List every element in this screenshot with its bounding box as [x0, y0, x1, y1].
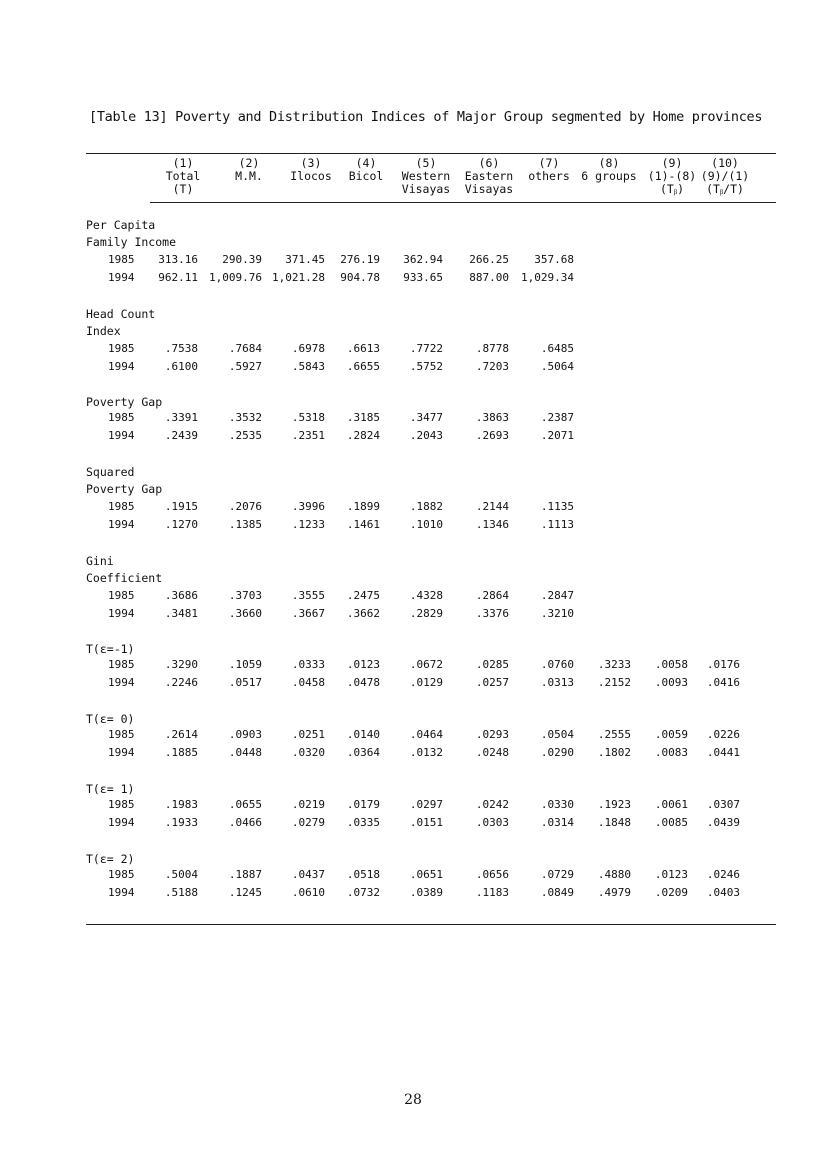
table-cell: .1385 [228, 518, 262, 531]
table-cell: .7538 [164, 342, 198, 355]
table-cell: .1933 [164, 816, 198, 829]
table-cell: .3667 [291, 607, 325, 620]
table-cell: .0248 [475, 746, 509, 759]
page-number: 28 [404, 1092, 422, 1108]
table-cell: .2693 [475, 429, 509, 442]
table-cell: .0085 [654, 816, 688, 829]
table-cell: .2387 [540, 411, 574, 424]
table-cell: .0610 [291, 886, 325, 899]
row-year: 1994 [108, 676, 135, 689]
row-year: 1994 [108, 746, 135, 759]
row-year: 1994 [108, 886, 135, 899]
table-cell: .3290 [164, 658, 198, 671]
table-cell: .3660 [228, 607, 262, 620]
table-cell: .6100 [164, 360, 198, 373]
table-cell: .0151 [409, 816, 443, 829]
column-header-line: Total [165, 169, 201, 183]
table-cell: .7203 [475, 360, 509, 373]
row-year: 1994 [108, 518, 135, 531]
table-cell: .0478 [346, 676, 380, 689]
table-cell: .2824 [346, 429, 380, 442]
table-cell: .0058 [654, 658, 688, 671]
table-cell: .0651 [409, 868, 443, 881]
table-cell: .0129 [409, 676, 443, 689]
table-cell: .2076 [228, 500, 262, 513]
table-cell: 1,009.76 [209, 271, 262, 284]
table-cell: .3996 [291, 500, 325, 513]
table-cell: .0729 [540, 868, 574, 881]
table-cell: .0279 [291, 816, 325, 829]
column-header-line: (T) [172, 182, 194, 196]
table-cell: .0179 [346, 798, 380, 811]
table-cell: .0290 [540, 746, 574, 759]
column-header-line: (10) [711, 156, 739, 170]
table-cell: 933.65 [403, 271, 443, 284]
bottom-rule [86, 924, 776, 925]
table-cell: .0656 [475, 868, 509, 881]
row-year: 1994 [108, 429, 135, 442]
table-cell: .1010 [409, 518, 443, 531]
row-year: 1994 [108, 816, 135, 829]
column-header-line: Ilocos [290, 169, 332, 183]
table-cell: .3662 [346, 607, 380, 620]
table-cell: .0176 [706, 658, 740, 671]
table-cell: .3481 [164, 607, 198, 620]
row-year: 1985 [108, 342, 135, 355]
table-cell: .3376 [475, 607, 509, 620]
table-cell: .0140 [346, 728, 380, 741]
table-cell: .1183 [475, 886, 509, 899]
table-cell: .0849 [540, 886, 574, 899]
table-cell: 276.19 [340, 253, 380, 266]
table-cell: .3210 [540, 607, 574, 620]
row-year: 1985 [108, 658, 135, 671]
table-cell: .1923 [597, 798, 631, 811]
table-cell: .2864 [475, 589, 509, 602]
section-label: T(ε= 1) [86, 782, 135, 796]
column-header-line: Western [401, 169, 451, 183]
column-header-line: (Tᵦ/T) [706, 182, 744, 196]
section-label: Coefficient [86, 571, 163, 585]
table-cell: .0246 [706, 868, 740, 881]
row-year: 1994 [108, 607, 135, 620]
column-header-line: Visayas [464, 182, 514, 196]
column-header-line: (2) [238, 156, 260, 170]
table-cell: .2144 [475, 500, 509, 513]
top-rule [86, 153, 776, 154]
table-cell: .0403 [706, 886, 740, 899]
table-cell: .2071 [540, 429, 574, 442]
table-cell: .3391 [164, 411, 198, 424]
table-cell: .2043 [409, 429, 443, 442]
table-cell: .3863 [475, 411, 509, 424]
table-cell: .0061 [654, 798, 688, 811]
table-cell: .0330 [540, 798, 574, 811]
table-cell: .0732 [346, 886, 380, 899]
table-cell: .1270 [164, 518, 198, 531]
table-cell: .1882 [409, 500, 443, 513]
column-header-line: (7) [538, 156, 560, 170]
table-cell: .1233 [291, 518, 325, 531]
header-rule-right [348, 202, 776, 203]
table-cell: .5752 [409, 360, 443, 373]
section-label: Gini [86, 554, 114, 568]
table-cell: .0297 [409, 798, 443, 811]
column-header-line: M.M. [235, 169, 263, 183]
table-cell: .0242 [475, 798, 509, 811]
table-cell: .1245 [228, 886, 262, 899]
table-cell: 266.25 [469, 253, 509, 266]
table-cell: 887.00 [469, 271, 509, 284]
table-cell: .5318 [291, 411, 325, 424]
table-cell: .0458 [291, 676, 325, 689]
table-cell: .0464 [409, 728, 443, 741]
table-cell: .0059 [654, 728, 688, 741]
header-rule-left [150, 202, 348, 203]
table-cell: .0760 [540, 658, 574, 671]
column-header-line: (1) [172, 156, 194, 170]
column-header [685, 157, 765, 196]
table-cell: .5843 [291, 360, 325, 373]
section-label: T(ε=-1) [86, 642, 135, 656]
table-cell: .0439 [706, 816, 740, 829]
column-header-line: (9)/(1) [700, 169, 750, 183]
table-cell: .0416 [706, 676, 740, 689]
column-header-line: (8) [598, 156, 620, 170]
table-cell: .5064 [540, 360, 574, 373]
table-cell: .0672 [409, 658, 443, 671]
table-cell: .4880 [597, 868, 631, 881]
table-cell: .5188 [164, 886, 198, 899]
table-cell: .2246 [164, 676, 198, 689]
section-label: Poverty Gap [86, 482, 163, 496]
table-cell: .3532 [228, 411, 262, 424]
table-cell: .8778 [475, 342, 509, 355]
table-cell: .0219 [291, 798, 325, 811]
section-label: Head Count [86, 307, 156, 321]
table-cell: 290.39 [222, 253, 262, 266]
row-year: 1985 [108, 589, 135, 602]
table-cell: .0093 [654, 676, 688, 689]
table-cell: .0389 [409, 886, 443, 899]
section-label: Poverty Gap [86, 395, 163, 409]
table-cell: .0083 [654, 746, 688, 759]
column-header-line: Bicol [348, 169, 384, 183]
table-cell: .3555 [291, 589, 325, 602]
table-cell: .4328 [409, 589, 443, 602]
section-label: Family Income [86, 235, 177, 249]
table-cell: .6655 [346, 360, 380, 373]
table-cell: .0518 [346, 868, 380, 881]
table-cell: 1,029.34 [521, 271, 574, 284]
table-cell: .0437 [291, 868, 325, 881]
table-cell: .0226 [706, 728, 740, 741]
table-cell: .0209 [654, 886, 688, 899]
column-header-line: (3) [300, 156, 322, 170]
table-cell: .0257 [475, 676, 509, 689]
table-cell: .0285 [475, 658, 509, 671]
column-header-line: Eastern [464, 169, 514, 183]
table-cell: .0466 [228, 816, 262, 829]
table-cell: .0441 [706, 746, 740, 759]
table-cell: .7722 [409, 342, 443, 355]
table-cell: .0123 [346, 658, 380, 671]
table-cell: .1346 [475, 518, 509, 531]
table-cell: .2475 [346, 589, 380, 602]
table-cell: .0448 [228, 746, 262, 759]
table-cell: .3686 [164, 589, 198, 602]
table-cell: 313.16 [158, 253, 198, 266]
table-cell: .3185 [346, 411, 380, 424]
table-cell: .0903 [228, 728, 262, 741]
table-cell: .1983 [164, 798, 198, 811]
section-label: Index [86, 324, 121, 338]
table-cell: .2152 [597, 676, 631, 689]
table-cell: .0293 [475, 728, 509, 741]
table-cell: .1802 [597, 746, 631, 759]
table-cell: .4979 [597, 886, 631, 899]
table-cell: 1,021.28 [272, 271, 325, 284]
table-cell: .2829 [409, 607, 443, 620]
column-header-line: (Tᵦ) [659, 182, 685, 196]
table-cell: .0313 [540, 676, 574, 689]
table-cell: .2555 [597, 728, 631, 741]
table-cell: 962.11 [158, 271, 198, 284]
row-year: 1985 [108, 798, 135, 811]
table-cell: .0504 [540, 728, 574, 741]
column-header-line: (4) [355, 156, 377, 170]
table-cell: .2535 [228, 429, 262, 442]
table-cell: .1848 [597, 816, 631, 829]
table-cell: .0251 [291, 728, 325, 741]
column-header-line: Visayas [401, 182, 451, 196]
column-header-line: (1)-(8) [647, 169, 697, 183]
row-year: 1985 [108, 868, 135, 881]
section-label: Squared [86, 465, 135, 479]
column-header-line: (6) [478, 156, 500, 170]
section-label: Per Capita [86, 218, 156, 232]
table-cell: .0517 [228, 676, 262, 689]
section-label: T(ε= 2) [86, 852, 135, 866]
table-cell: .7684 [228, 342, 262, 355]
table-cell: .0364 [346, 746, 380, 759]
row-year: 1985 [108, 253, 135, 266]
table-cell: .0132 [409, 746, 443, 759]
row-year: 1985 [108, 411, 135, 424]
row-year: 1994 [108, 271, 135, 284]
table-cell: .1113 [540, 518, 574, 531]
table-cell: .0303 [475, 816, 509, 829]
row-year: 1985 [108, 728, 135, 741]
table-cell: .2614 [164, 728, 198, 741]
row-year: 1985 [108, 500, 135, 513]
table-cell: 362.94 [403, 253, 443, 266]
table-cell: .2439 [164, 429, 198, 442]
table-cell: .0314 [540, 816, 574, 829]
table-cell: .2847 [540, 589, 574, 602]
table-cell: .6485 [540, 342, 574, 355]
column-header-line: (9) [661, 156, 683, 170]
table-title: [Table 13] Poverty and Distribution Indices of Major Group segmented by Home provinces [89, 109, 763, 125]
table-cell: 357.68 [534, 253, 574, 266]
table-cell: 904.78 [340, 271, 380, 284]
column-header-line: others [528, 169, 570, 183]
table-cell: .0655 [228, 798, 262, 811]
table-cell: .1899 [346, 500, 380, 513]
table-cell: .1135 [540, 500, 574, 513]
table-cell: .6613 [346, 342, 380, 355]
section-label: T(ε= 0) [86, 712, 135, 726]
table-cell: 371.45 [285, 253, 325, 266]
row-year: 1994 [108, 360, 135, 373]
table-cell: .1915 [164, 500, 198, 513]
table-cell: .1059 [228, 658, 262, 671]
table-cell: .1885 [164, 746, 198, 759]
table-cell: .3477 [409, 411, 443, 424]
table-cell: .3703 [228, 589, 262, 602]
table-cell: .5927 [228, 360, 262, 373]
column-header-line: 6 groups [581, 169, 637, 183]
table-cell: .1461 [346, 518, 380, 531]
table-cell: .0333 [291, 658, 325, 671]
table-cell: .2351 [291, 429, 325, 442]
table-cell: .6978 [291, 342, 325, 355]
table-cell: .0307 [706, 798, 740, 811]
table-cell: .3233 [597, 658, 631, 671]
table-cell: .1887 [228, 868, 262, 881]
column-header-line: (5) [415, 156, 437, 170]
table-cell: .5004 [164, 868, 198, 881]
table-cell: .0335 [346, 816, 380, 829]
table-cell: .0320 [291, 746, 325, 759]
table-cell: .0123 [654, 868, 688, 881]
